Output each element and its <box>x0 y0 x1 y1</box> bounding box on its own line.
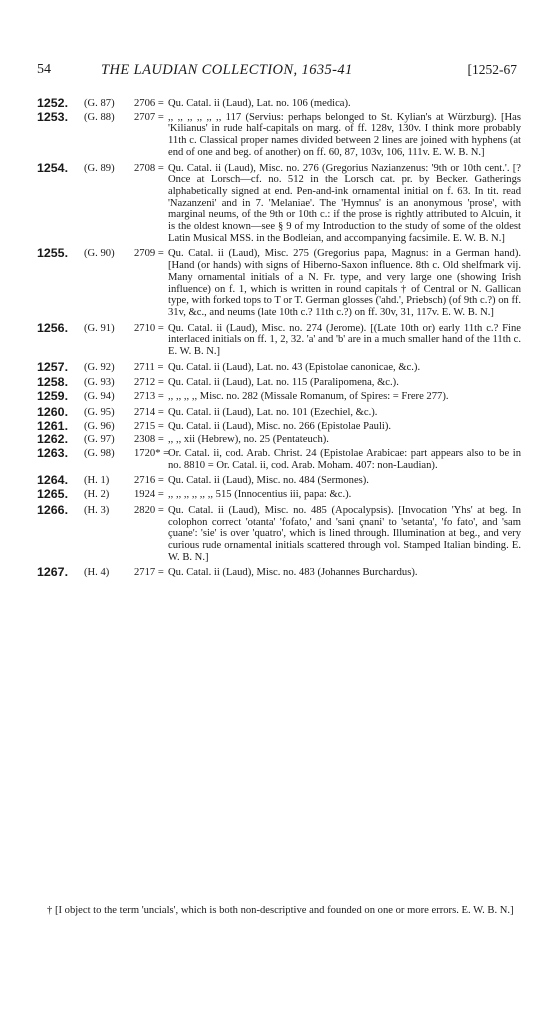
catalogue-entry <box>37 359 521 374</box>
entry-reference: (G. 87) <box>84 98 115 109</box>
entry-reference: (G. 95) <box>84 406 115 418</box>
catalogue-entry <box>37 377 521 389</box>
entry-description: Qu. Catal. ii (Laud), Misc. no. 276 (Gregorius Nazianzenus: '9th or 10th cent.'. [? Once at Lorsch—cf. no. 512 in the Lorsch cat. pr. by Becker. Gatherings alphabetically signed at end. Pen-and-ink ornamental initial on f. 63. In tit. read 'Nazanzeni' and in 7. 'Melaniae'. The 'Hymnus' is an anonymous 'prose', with marginal neums, of the 9th or 10th c.: if the prose is rightly attributed to Alcuin, it is the oldest known—see § 9 of my Introduction to the study of some of the oldest Latin Musical MSS. in the Bodleian, and accompanying facsimile. E. W. B. N.] <box>168 162 521 244</box>
entry-description: ,, ,, xii (Hebrew), no. 25 (Pentateuch). <box>168 434 329 446</box>
entry-reference: (H. 1) <box>84 475 110 487</box>
entry-description: Qu. Catal. ii (Laud), Lat. no. 43 (Epistolae canonicae, &c.). <box>168 361 421 373</box>
entry-reference: (H. 4) <box>84 567 110 579</box>
catalogue-entry <box>37 434 521 446</box>
entry-description: Or. Catal. ii, cod. Arab. Christ. 24 (Epistolae Arabicae: part appears also to be in no. 8810 = Or. Catal. ii, cod. Arab. Moham. 407: non-Laudian). <box>168 447 521 471</box>
entry-reference: (G. 94) <box>84 391 115 403</box>
entry-description: Qu. Catal. ii (Laud), Lat. no. 101 (Ezechiel, &c.). <box>168 406 378 418</box>
entry-reference: (G. 90) <box>84 248 115 260</box>
entry-range: [1252-67 <box>467 62 517 77</box>
running-header <box>37 62 517 82</box>
entry-number: 1256. <box>37 320 69 335</box>
catalogue-entry <box>37 391 521 403</box>
entry-shelf-number: 2708 = <box>134 162 164 174</box>
entry-shelf-number: 2711 = <box>134 361 164 373</box>
entry-reference: (G. 88) <box>84 111 115 123</box>
entry-reference: (G. 96) <box>84 420 115 432</box>
entry-shelf-number: 1720* = <box>134 447 170 459</box>
entry-reference: (G. 93) <box>84 377 115 389</box>
entry-shelf-number: 2308 = <box>134 434 164 446</box>
entry-number: 1252. <box>37 96 69 110</box>
entry-number: 1253. <box>37 109 69 124</box>
entry-description: Qu. Catal. ii (Laud), Lat. no. 115 (Paralipomena, &c.). <box>168 377 399 389</box>
running-title: THE LAUDIAN COLLECTION, 1635-41 <box>101 62 353 78</box>
entry-description: ,, ,, ,, ,, Misc. no. 282 (Missale Romanum, of Spires: = Frere 277). <box>168 391 449 403</box>
entry-number: 1261. <box>37 418 69 433</box>
entry-shelf-number: 2715 = <box>134 420 164 432</box>
entry-number: 1265. <box>37 487 69 502</box>
entry-reference: (G. 97) <box>84 434 115 446</box>
entry-shelf-number: 2710 = <box>134 322 164 334</box>
entry-number: 1266. <box>37 502 69 517</box>
catalogue-entry <box>37 418 521 433</box>
entry-reference: (G. 98) <box>84 447 115 459</box>
catalogue-entry <box>37 489 521 501</box>
catalogue-entry <box>37 567 521 579</box>
entry-reference: (H. 3) <box>84 504 110 516</box>
entry-number: 1255. <box>37 246 69 261</box>
entry-shelf-number: 2707 = <box>134 111 164 123</box>
catalogue-entry <box>37 109 521 159</box>
entry-number: 1259. <box>37 389 69 404</box>
entry-shelf-number: 2706 = <box>134 98 164 109</box>
entry-number: 1257. <box>37 359 69 374</box>
entry-number: 1260. <box>37 404 69 419</box>
entry-reference: (G. 89) <box>84 162 115 174</box>
entry-shelf-number: 2709 = <box>134 248 164 260</box>
entry-description: Qu. Catal. ii (Laud), Lat. no. 106 (medica). <box>168 98 351 109</box>
catalogue-entries <box>37 98 521 581</box>
entry-description: Qu. Catal. ii (Laud), Misc. no. 485 (Apocalypsis). [Invocation 'Yhs' at beg. In colophon correct 'otanta' 'fofato,' and 'sani çnani' to 'setanta', 'fo fato', and 'sam çuane': 'sie' is over 'quatro', which is lined through. Illumination at beg., and very curious rude ornamental initials scattered through vol. Stamped Italian binding. E. W. B. N.] <box>168 504 521 563</box>
catalogue-entry <box>37 160 521 245</box>
page-number: 54 <box>37 62 51 77</box>
entry-reference: (G. 92) <box>84 361 115 373</box>
entry-shelf-number: 1924 = <box>134 489 164 501</box>
entry-number: 1267. <box>37 565 69 580</box>
catalogue-entry <box>37 98 521 110</box>
entry-description: Qu. Catal. ii (Laud), Misc. no. 484 (Sermones). <box>168 475 369 487</box>
catalogue-entry <box>37 320 521 358</box>
entry-reference: (G. 91) <box>84 322 115 334</box>
entry-number: 1254. <box>37 160 69 175</box>
entry-number: 1263. <box>37 445 69 460</box>
catalogue-entry <box>37 248 521 318</box>
entry-shelf-number: 2712 = <box>134 377 164 389</box>
catalogue-entry <box>37 475 521 487</box>
entry-shelf-number: 2820 = <box>134 504 164 516</box>
entry-description: Qu. Catal. ii (Laud), Misc. 275 (Gregorius papa, Magnus: in a German hand). [Hand (or hands) with signs of Hiberno-Saxon influence. 8th c. Old shelfmark vij. Many ornamental initials of a N. Fr. type, and very large one (showing Irish influence) on f. 1, which is written in round capitals † of Central or N. Gallican type, with forked tops to T or T. German glosses ('ahd.', Priebsch) (of 9th c.?) on ff. 31v, &c., and neums (late 10th c.? 11th c.?) on ff. 30v, 31, 117v. E. W. B. N.] <box>168 248 521 318</box>
entry-number: 1264. <box>37 473 69 488</box>
entry-shelf-number: 2716 = <box>134 475 164 487</box>
entry-description: Qu. Catal. ii (Laud), Misc. no. 274 (Jerome). [(Late 10th or) early 11th c.? Fine interlaced initials on ff. 1, 2, 32. 'a' and 'b' are in a much smaller hand of the 11th c. E. W. B. N.] <box>168 322 521 358</box>
catalogue-entry <box>37 445 521 471</box>
entry-number: 1258. <box>37 375 69 390</box>
footnote: † [I object to the term 'uncials', which is both non-descriptive and founded on one or more errors. E. W. B. N.] <box>47 905 514 916</box>
entry-description: ,, ,, ,, ,, ,, ,, 117 (Servius: perhaps belonged to St. Kylian's at Würzburg). [Has 'Kilianus' in rude half-capitals on marg. of ff. 128v, 130v. I think more probably 11th c. Classical proper names divided between 2 lines are joined with hyphens (at end of one and beg. of another) on ff. 60, 87, 103v, 106, 111v. E. W. B. N.] <box>168 111 521 158</box>
entry-shelf-number: 2713 = <box>134 391 164 403</box>
entry-reference: (H. 2) <box>84 489 110 501</box>
entry-description: Qu. Catal. ii (Laud), Misc. no. 266 (Epistolae Pauli). <box>168 420 392 432</box>
entry-number: 1262. <box>37 432 69 447</box>
entry-description: ,, ,, ,, ,, ,, ,, 515 (Innocentius iii, papa: &c.). <box>168 489 352 501</box>
catalogue-entry <box>37 404 521 419</box>
entry-shelf-number: 2717 = <box>134 567 164 579</box>
entry-shelf-number: 2714 = <box>134 406 164 418</box>
catalogue-entry <box>37 502 521 564</box>
entry-description: Qu. Catal. ii (Laud), Misc. no. 483 (Johannes Burchardus). <box>168 567 418 579</box>
